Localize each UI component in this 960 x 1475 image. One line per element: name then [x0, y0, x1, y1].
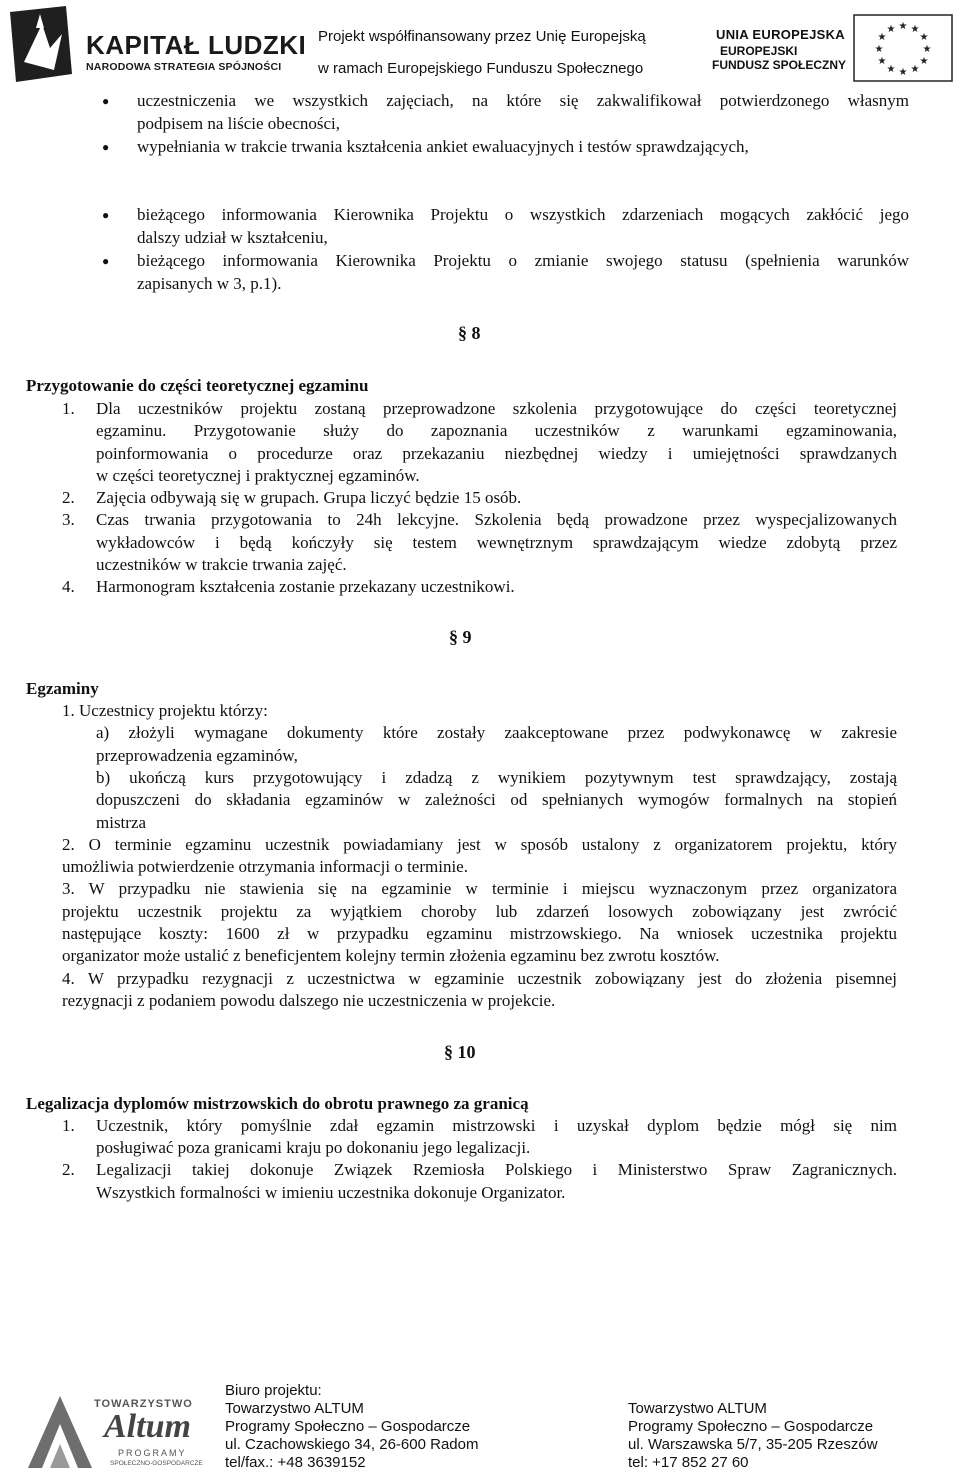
list-item: uczestniczenia we wszystkich zajęciach, na które się zakwalifikował potwierdzonego własnym — [137, 91, 909, 110]
office-right-line: ul. Warszawska 5/7, 35-205 Rzeszów — [628, 1436, 878, 1453]
sub-item-b: b) ukończą kurs przygotowujący i zdadzą z wynikiem pozytywnym test sprawdzający, zostają — [96, 768, 897, 787]
svg-text:★: ★ — [877, 32, 887, 43]
paragraph-2-continuation: umożliwia potwierdzenie otrzymania informacji o terminie. — [62, 857, 468, 876]
svg-text:★: ★ — [919, 32, 929, 43]
paragraph-1: 1. Uczestnicy projektu którzy: — [62, 701, 268, 720]
list-item-continuation: podpisem na liście obecności, — [137, 114, 341, 133]
kapital-ludzki-subtitle: NARODOWA STRATEGIA SPÓJNOŚCI — [86, 61, 282, 73]
svg-text:★: ★ — [910, 24, 920, 35]
svg-text:★: ★ — [910, 64, 920, 75]
office-right-line: tel: +17 852 27 60 — [628, 1454, 749, 1471]
item-number: 2. — [62, 488, 75, 507]
paragraph-2: 2. O terminie egzaminu uczestnik powiadamiany jest w sposób ustalony z organizatorem projektu, który — [62, 835, 897, 854]
item-line: Wszystkich formalności w imieniu uczestnika dokonuje Organizator. — [96, 1183, 566, 1202]
section-10-sign: § 10 — [444, 1042, 476, 1062]
item-line: w części teoretycznej i praktycznej egzaminów. — [96, 466, 420, 485]
item-number: 4. — [62, 577, 75, 596]
bullet-dot: ● — [102, 208, 110, 222]
paragraph-3-continuation: projektu uczestnik projektu za wyjątkiem choroby lub zdarzeń losowych zobowiązany jest zwrócić — [62, 902, 897, 921]
item-number: 3. — [62, 510, 75, 529]
sub-item-b-continuation: dopuszczeni do składania egzaminów w zależności od spełnianych wymogów formalnych na stopień — [96, 790, 897, 809]
bullet-dot: ● — [102, 254, 110, 268]
office-left-line: tel/fax.: +48 3639152 — [225, 1454, 366, 1471]
svg-text:★: ★ — [922, 44, 932, 55]
list-item-continuation: zapisanych w 3, p.1). — [137, 274, 282, 293]
item-line: uczestników w trakcie trwania zajęć. — [96, 555, 347, 574]
svg-text:★: ★ — [898, 67, 908, 78]
item-number: 2. — [62, 1160, 75, 1179]
item-line: Harmonogram kształcenia zostanie przekazany uczestnikowi. — [96, 577, 515, 596]
altum-logo-programy: PROGRAMY — [118, 1448, 187, 1458]
section-8-sign: § 8 — [458, 323, 481, 343]
svg-text:★: ★ — [886, 64, 896, 75]
list-item-continuation: dalszy udział w kształceniu, — [137, 228, 328, 247]
paragraph-4: 4. W przypadku rezygnacji z uczestnictwa w egzaminie uczestnik zobowiązany jest do złożenia pisemnej — [62, 969, 897, 988]
bullet-dot: ● — [102, 94, 110, 108]
item-line: egzaminu. Przygotowanie służy do zapoznania uczestników z warunkami egzaminowania, — [96, 421, 897, 440]
item-number: 1. — [62, 1116, 75, 1135]
item-line: posługiwać poza granicami kraju po dokonaniu jego legalizacji. — [96, 1138, 531, 1157]
section-8-heading: Przygotowanie do części teoretycznej egzaminu — [26, 376, 369, 395]
list-item: bieżącego informowania Kierownika Projektu o zmianie swojego statusu (spełnienia warunków — [137, 251, 909, 270]
sub-item-b-continuation: mistrza — [96, 813, 147, 832]
section-10-heading: Legalizacja dyplomów mistrzowskich do obrotu prawnego za granicą — [26, 1094, 529, 1113]
svg-text:★: ★ — [898, 21, 908, 32]
altum-triangle-icon — [20, 1390, 100, 1470]
kapital-ludzki-title: KAPITAŁ LUDZKI — [86, 30, 307, 60]
list-item: bieżącego informowania Kierownika Projektu o wszystkich zdarzeniach mogących zakłócić jego — [137, 205, 909, 224]
office-left-line: Programy Społeczno – Gospodarcze — [225, 1418, 471, 1435]
item-line: wykładowców i będą kończyły się testem wewnętrznym sprawdzającym wiedze zdobytą przez — [96, 533, 897, 552]
svg-text:★: ★ — [919, 56, 929, 67]
eu-subtitle-1: EUROPEJSKI — [720, 44, 798, 58]
office-right-line: Towarzystwo ALTUM — [628, 1400, 767, 1417]
item-line: Dla uczestników projektu zostaną przeprowadzone szkolenia przygotowujące do części teoretycznej — [96, 399, 897, 418]
item-line: Czas trwania przygotowania to 24h lekcyjne. Szkolenia będą prowadzone przez wyspecjalizowanych — [96, 510, 897, 529]
bullet-dot: ● — [102, 140, 110, 154]
altum-logo — [20, 1390, 205, 1470]
sub-item-a-continuation: przeprowadzenia egzaminów, — [96, 746, 298, 765]
cofinanced-line-1: Projekt współfinansowany przez Unię Europejską — [318, 28, 646, 45]
altum-logo-top: TOWARZYSTWO — [94, 1398, 193, 1410]
section-9-heading: Egzaminy — [26, 679, 99, 698]
office-left-line: Towarzystwo ALTUM — [225, 1400, 364, 1417]
list-item: wypełniania w trakcie trwania kształcenia ankiet ewaluacyjnych i testów sprawdzających, — [137, 137, 749, 156]
office-right-line: Programy Społeczno – Gospodarcze — [628, 1418, 874, 1435]
item-line: poinformowania o procedurze oraz przekazaniu niezbędnej wiedzy i umiejętności sprawdzanych — [96, 444, 897, 463]
item-number: 1. — [62, 399, 75, 418]
svg-text:★: ★ — [877, 56, 887, 67]
svg-text:★: ★ — [886, 24, 896, 35]
eu-flag-icon — [853, 14, 953, 82]
section-9-sign: § 9 — [449, 627, 472, 647]
paragraph-3-continuation: organizator może ustalić z beneficjentem kolejny termin złożenia egzaminu bez zwrotu kosztów. — [62, 946, 720, 965]
office-left-line: ul. Czachowskiego 34, 26-600 Radom — [225, 1436, 479, 1453]
altum-logo-bottom: SPOŁECZNO-GOSPODARCZE — [110, 1460, 203, 1467]
svg-text:★: ★ — [874, 44, 884, 55]
altum-logo-main: Altum — [104, 1408, 191, 1445]
eu-subtitle-2: FUNDUSZ SPOŁECZNY — [712, 58, 847, 72]
paragraph-3: 3. W przypadku nie stawienia się na egzaminie w terminie i miejscu wyznaczonym przez organizatora — [62, 879, 897, 898]
eu-title: UNIA EUROPEJSKA — [716, 27, 845, 42]
office-label: Biuro projektu: — [225, 1382, 322, 1399]
item-line: Zajęcia odbywają się w grupach. Grupa liczyć będzie 15 osób. — [96, 488, 522, 507]
paragraph-3-continuation: następujące koszty: 1600 zł w przypadku egzaminu mistrzowskiego. Na wniosek uczestnika projektu — [62, 924, 897, 943]
paragraph-4-continuation: rezygnacji z podaniem powodu dalszego nie uczestniczenia w projekcie. — [62, 991, 556, 1010]
kapital-ludzki-emblem-icon — [6, 4, 80, 90]
sub-item-a: a) złożyli wymagane dokumenty które zostały zaakceptowane przez podwykonawcę w zakresie — [96, 723, 897, 742]
item-line: Legalizacji takiej dokonuje Związek Rzemiosła Polskiego i Ministerstwo Spraw Zagranicznych. — [96, 1160, 897, 1179]
item-line: Uczestnik, który pomyślnie zdał egzamin mistrzowski i uzyskał dyplom będzie mógł się nim — [96, 1116, 897, 1135]
cofinanced-line-2: w ramach Europejskiego Funduszu Społecznego — [318, 60, 644, 77]
